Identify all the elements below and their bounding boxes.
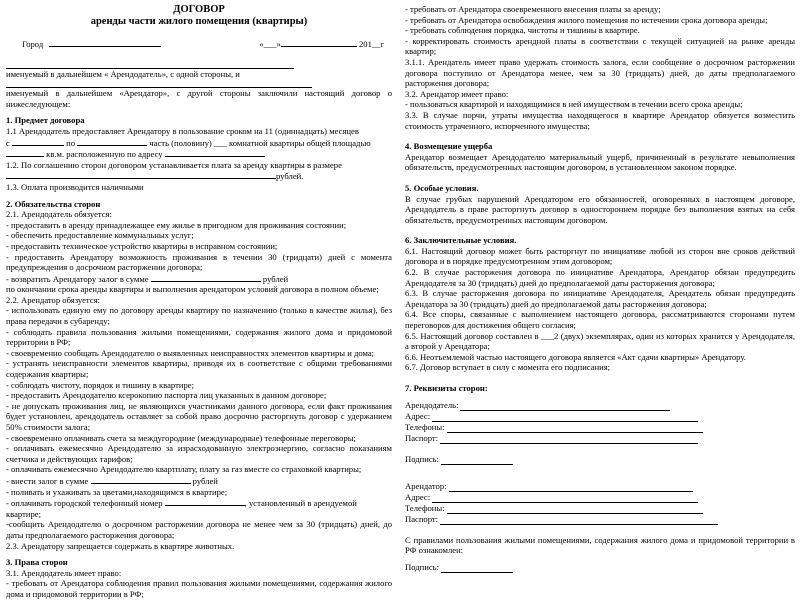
- s2b-line-6: - соблюдать чистоту, порядок и тишину в квартире;: [6, 379, 194, 390]
- date-line: [259, 38, 384, 50]
- landlord-phones-row: [405, 422, 795, 433]
- r1-line-7: 3.3. В случае порчи, утраты имущества находящегося в квартире Арендатор обязуется возместить стоимость утраченного, испорченного имущества;: [405, 109, 795, 131]
- area-field[interactable]: [6, 148, 44, 157]
- s2c-line-0: - поливать и ухаживать за цветами,находящимся в квартире;: [6, 486, 228, 497]
- tenant-phones-field[interactable]: [447, 505, 703, 514]
- phone-line: [6, 497, 392, 519]
- s2b-line-2: - использовать единую ему по договору аренды квартиру по назначению (только в качестве жилья), без права передачи в субаренду;: [6, 305, 392, 327]
- landlord-phones-field[interactable]: [447, 424, 703, 433]
- s2b-line-5: - устранять неисправности элементов квартиры, приводя их в соответствие с общими требованиями содержания квартиры;: [6, 358, 392, 380]
- landlord-address-field[interactable]: [432, 413, 698, 422]
- to-label: по: [66, 137, 76, 148]
- tenant-phones-label: Телефоны:: [405, 503, 445, 513]
- deposit-return-text: - возвратить Арендатору залог в сумме: [6, 273, 149, 284]
- s6-line-6: 6.7. Договор вступает в силу с момента его подписания;: [405, 362, 611, 373]
- landlord-passport-label: Паспорт:: [405, 433, 439, 443]
- s6-line-5: 6.6. Неотъемлемой частью настоящего договора является «Акт сдачи квартиры» Арендатору.: [405, 351, 746, 362]
- city-field[interactable]: [49, 38, 161, 47]
- tenant-field[interactable]: [449, 483, 693, 492]
- clause-1-1a: 1.1 Арендодатель предоставляет Арендатору в пользование сроком на 11 (одиннадцать) месяцев: [6, 125, 359, 136]
- deposit-pay-line: [6, 475, 392, 487]
- tenant-signature-row: [405, 562, 795, 573]
- party-b-name-field[interactable]: [6, 79, 312, 88]
- city-label: Город: [22, 39, 44, 49]
- tenant-address-label: Адрес:: [405, 492, 431, 502]
- section-6-heading: 6. Заключительные условия.: [405, 235, 517, 246]
- s2-line-0: 2.1. Арендодатель обязуется:: [6, 209, 112, 220]
- to-date-field[interactable]: [77, 137, 147, 146]
- rubles-label: рублей.: [276, 171, 304, 182]
- s2b-line-7: - предоставить Арендодателю ксерокопию паспорта лиц указанных в данном договоре;: [6, 390, 327, 401]
- s3-line-1: - требовать от Арендатора соблюдения правил пользования жилыми помещениями, содержания жилого дома и придомовой территории в РФ;: [6, 578, 392, 599]
- section-5-text: В случае грубых нарушений Арендатором его обязанностей, оговоренных в настоящем договоре, Арендодатель в праве расторгнуть договор в одностороннем порядке без выполнения взятых на себя обязательств, предусмотренных настоящим договором.: [405, 193, 795, 225]
- from-date-field[interactable]: [12, 137, 64, 146]
- date-year[interactable]: 201__г: [358, 39, 384, 49]
- deposit-return-field[interactable]: [151, 273, 261, 282]
- s3-line-0: 3.1. Арендодатель имеет право:: [6, 567, 122, 578]
- address-field[interactable]: [165, 148, 265, 157]
- landlord-passport-row: [405, 433, 795, 444]
- landlord-phones-label: Телефоны:: [405, 422, 445, 432]
- s6-line-3: 6.4. Все споры, связанные с выполнением настоящего договора, рассматриваются сторонами путем переговоров для достижения общего согласия;: [405, 309, 795, 331]
- rent-amount-field[interactable]: [6, 170, 276, 179]
- deposit-pay-rubles: рублей: [192, 475, 218, 486]
- clause-1-2b: [6, 170, 392, 182]
- r1-line-2: - требовать соблюдения порядка, чистоты и тишины в квартире.: [405, 25, 640, 36]
- landlord-address-label: Адрес:: [405, 411, 431, 421]
- clause-1-3: 1.3. Оплата производится наличными: [6, 181, 144, 192]
- clause-1-2a: 1.2. По соглашению сторон договором устанавливается плата за аренду квартиры в размере: [6, 159, 342, 170]
- contract-subtitle: аренды части жилого помещения (квартиры): [90, 16, 308, 27]
- s2-line-2: - обеспечить предоставление коммунальных услуг;: [6, 230, 194, 241]
- landlord-passport-field[interactable]: [440, 435, 698, 444]
- landlord-signature-field[interactable]: [441, 456, 513, 465]
- r1-line-6: - пользоваться квартирой и находящимися в ней имуществом в течении всего срока аренды;: [405, 99, 743, 110]
- tenant-row: [405, 481, 795, 492]
- tenant-label: Арендатор:: [405, 481, 447, 491]
- party-a-line: именуемый в дальнейшем « Арендодатель», с одной стороны, и: [6, 68, 240, 79]
- landlord-signature-row: [405, 454, 795, 465]
- s2b-line-8: - не допускать проживания лиц, не являющихся участниками данного договора, если факт проживания будет установлен, арендодатель оставляет за собой право досрочно расторгнуть договор с удержанием 50% стоимости залога;: [6, 400, 392, 432]
- section-5-heading: 5. Особые условия.: [405, 182, 479, 193]
- party-a-name-field[interactable]: [6, 60, 294, 69]
- tenant-passport-row: [405, 514, 795, 525]
- s2b-line-9: - своевременно оплачивать счета за междугородние (международные) телефонные переговоры;: [6, 432, 356, 443]
- r1-line-5: 3.2. Арендатор имеет право:: [405, 88, 509, 99]
- s2d-line-0: -сообщить Арендодателю о досрочном расторжении договора не менее чем за 30 (тридцать) дней, до даты предполагаемого расторжения договора;: [6, 519, 392, 540]
- section-3-heading: 3. Права сторон: [6, 557, 68, 568]
- s6-line-0: 6.1. Настоящий договор может быть расторгнут по инициативе любой из сторон вне сроков действий договора и в порядке предусмотренном этим договором;: [405, 245, 795, 267]
- area-text: кв.м. расположенную по адресу: [46, 149, 163, 160]
- tenant-address-row: [405, 492, 795, 503]
- landlord-address-row: [405, 411, 795, 422]
- from-label: с: [6, 137, 10, 148]
- section-2-heading: 2. Обязательства сторон: [6, 198, 101, 209]
- clause-1-1c: [6, 148, 392, 160]
- s2b-line-4: - своевременно сообщать Арендодателю о выявленных неисправностях элементов квартиры и дома;: [6, 347, 375, 358]
- s2b-line-10: - оплачивать ежемесячно Арендодателю за израсходованную электроэнергию, согласно показаниям счетчика и действующих тарифов;: [6, 443, 392, 464]
- s2b-line-1: 2.2. Арендатор обязуется:: [6, 294, 100, 305]
- deposit-pay-text: - внести залог в сумме: [6, 475, 89, 486]
- section-4-text: Арендатор возмещает Арендодателю материальный ущерб, причиненный в результате невыполнения обязательств, предусмотренных настоящим договором, в установленном законом порядке.: [405, 151, 795, 173]
- final-acknowledgement: С правилами пользования жилыми помещениями, содержания жилого дома и придомовой территории в РФ ознакомлен:: [405, 534, 795, 556]
- tenant-signature-field[interactable]: [441, 564, 513, 573]
- s2-line-4: - предоставить Арендатору возможность проживания в течении 30 (тридцати) дней с момента предупреждения о досрочном расторжении договора;: [6, 251, 392, 273]
- share-text: часть (половину) ___ комнатной квартиры общей площадью: [149, 137, 371, 148]
- right-column: [405, 4, 795, 573]
- section-1-heading: 1. Предмет договора: [6, 115, 85, 126]
- s2-line-3: - предоставить техническое устройство квартиры в исправном состоянии;: [6, 240, 278, 251]
- phone-text: - оплачивать городской телефонный номер: [6, 498, 163, 509]
- tenant-phones-row: [405, 503, 795, 514]
- section-7-heading: 7. Реквизиты сторон:: [405, 383, 488, 393]
- tenant-signature-label: Подпись:: [405, 562, 439, 573]
- r1-line-0: - требовать от Арендатора своевременного внесения платы за аренду;: [405, 4, 661, 14]
- s2b-line-3: - соблюдать правила пользования жилыми помещениями, содержания жилого дома и придомовой территории в РФ;: [6, 326, 392, 348]
- landlord-field[interactable]: [460, 402, 670, 411]
- party-b-line: именуемый в дальнейшем «Арендатор», с другой стороны заключили настоящий договор о нижеследующем:: [6, 88, 392, 109]
- left-column: [6, 4, 392, 600]
- contract-title: ДОГОВОР: [173, 4, 225, 15]
- s2d-line-1: 2.3. Арендатору запрещается содержать в квартире животных.: [6, 540, 235, 551]
- s2-line-1: - предоставить в аренду принадлежащее ему жилье в пригодном для проживания состоянии;: [6, 219, 347, 230]
- city-date-row: [6, 38, 392, 50]
- r1-line-4: 3.1.1. Арендатель имеет право удержать стоимость залога, если сообщение о досрочном расторжении договора поступило от Арендатора менее, чем за 30 (тридцать) дней, до даты предполагаемого расторжения договора;: [405, 56, 795, 89]
- r1-line-1: - требовать от Арендатора освобождения жилого помещения по истечении срока договора аренды;: [405, 14, 768, 25]
- tenant-address-field[interactable]: [432, 494, 698, 503]
- date-month-field[interactable]: [281, 38, 357, 47]
- phone-number-field[interactable]: [165, 497, 245, 506]
- city-line: [22, 38, 161, 50]
- date-day[interactable]: «___»: [259, 39, 281, 49]
- clause-1-1b: [6, 137, 392, 149]
- tenant-passport-field[interactable]: [440, 516, 718, 525]
- deposit-return-line: [6, 273, 392, 285]
- s6-line-4: 6.5. Настоящий договор составлен в ___2 (двух) экземплярах, один из которых хранится у Арендодателя, а второй у Арендатора;: [405, 330, 795, 352]
- landlord-row: [405, 400, 795, 411]
- deposit-pay-field[interactable]: [91, 475, 191, 484]
- phone-text-end: , установленный в арендуемой квартире;: [6, 498, 357, 519]
- r1-line-3: - корректировать стоимость арендной платы в соответствии с текущей ситуацией на рынке аренды квартир;: [405, 35, 795, 57]
- deposit-return-rubles: рублей: [262, 273, 289, 284]
- s6-line-2: 6.3. В случае расторжения договора по инициативе Арендодателя, Арендатель обязан предупредить Арендатора за 30 (тридцать) дней до предполагаемой даты расторжения договора;: [405, 288, 795, 309]
- landlord-label: Арендодатель:: [405, 400, 459, 410]
- s2b-line-0: по окончании срока аренды квартиры и выполнения арендатором условий договора в полном объеме;: [6, 284, 379, 295]
- landlord-signature-label: Подпись:: [405, 454, 439, 464]
- section-4-heading: 4. Возмещение ущерба: [405, 141, 493, 152]
- s6-line-1: 6.2. В случае расторжения договора по инициативе Арендатора, Арендатор обязан предупредить Арендодателя за 30 (тридцать) дней до предполагаемой даты расторжения договора;: [405, 267, 795, 288]
- tenant-passport-label: Паспорт:: [405, 514, 439, 524]
- s2b-line-11: - оплачивать ежемесячно Арендодателю квартплату, плату за газ вместе со страховкой квартиры;: [6, 464, 362, 475]
